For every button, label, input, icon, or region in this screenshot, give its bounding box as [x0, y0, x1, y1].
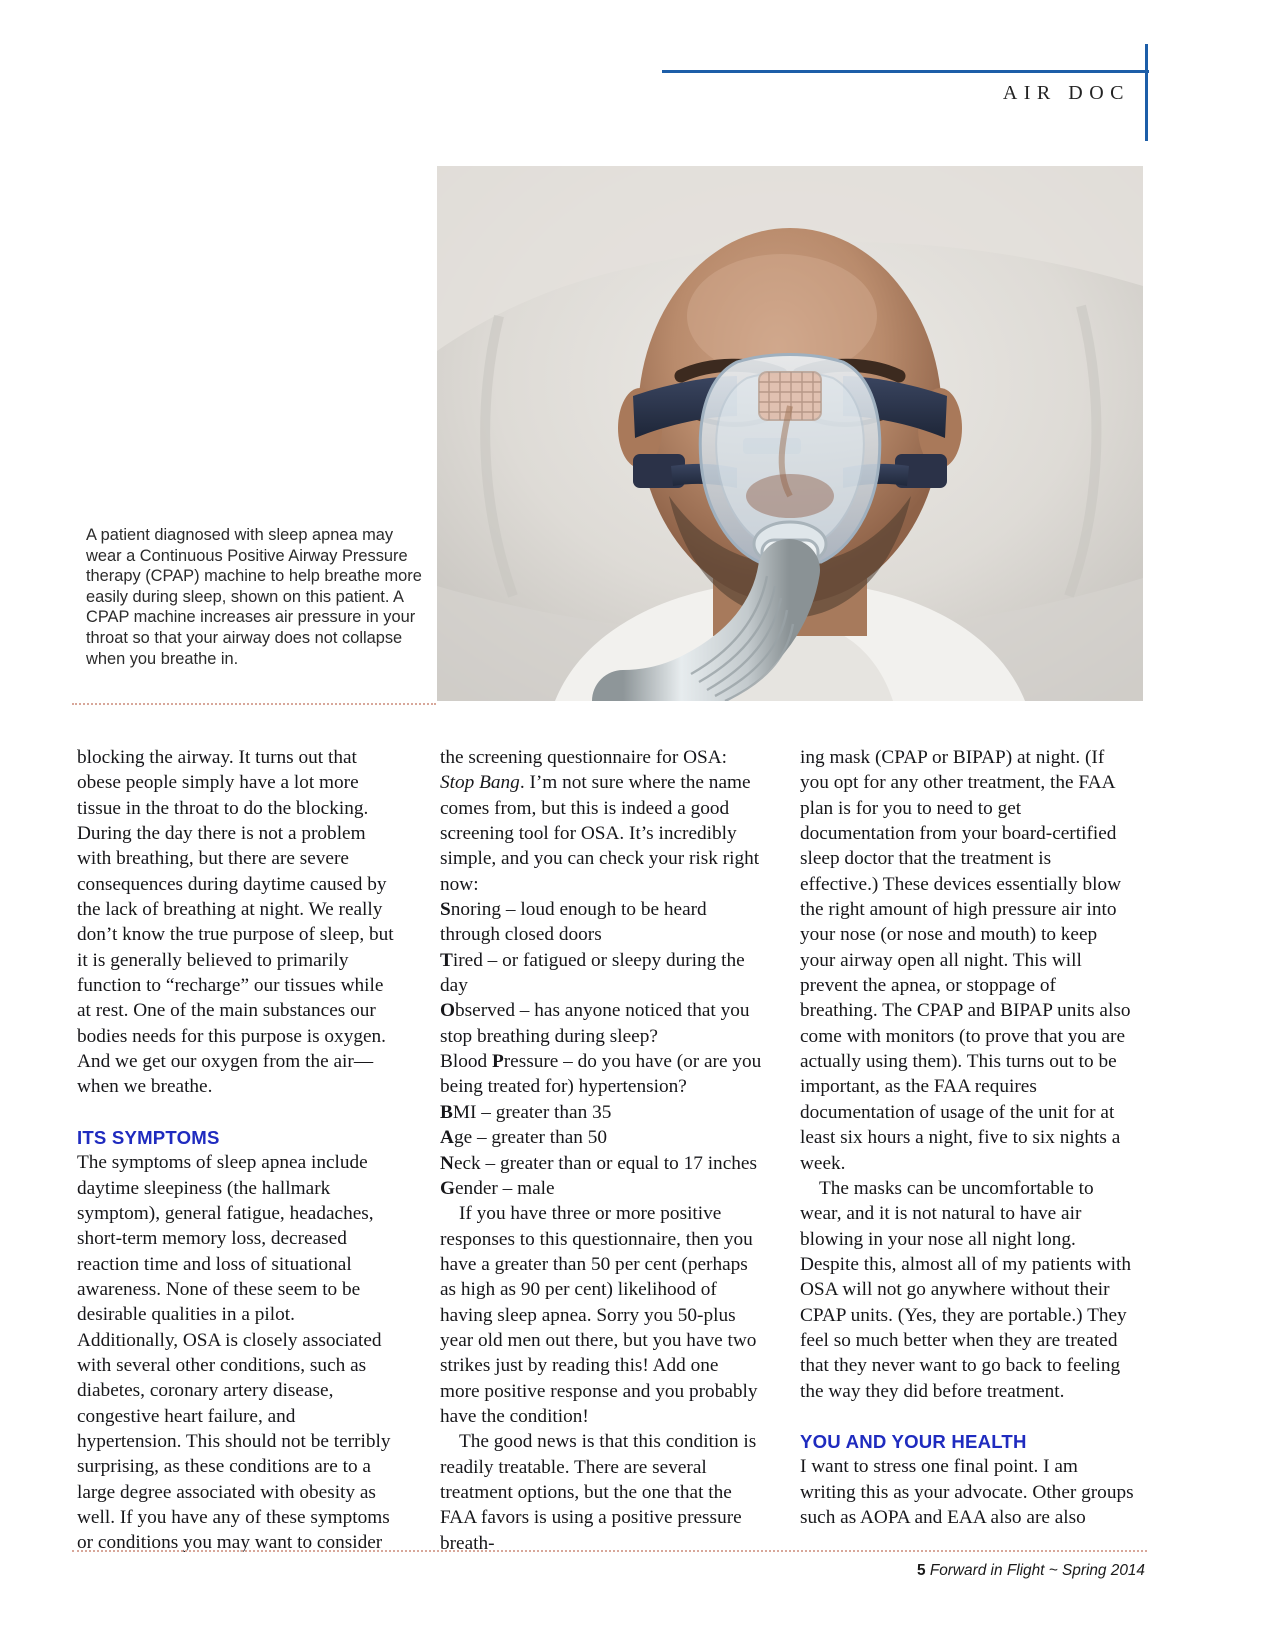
stop-bang-item-text: ressure – do you have (or are you being treated for) hypertension? — [440, 1051, 762, 1098]
stop-bang-item-prefix: Blood — [440, 1051, 492, 1073]
col1-paragraph-2: The symptoms of sleep apnea include daytime sleepiness (the hallmark symptom), general fatigue, headaches, short-term memory loss, decreased reaction time and loss of situational awareness. None of these seem to be desirable qualities in a pilot. Additionally, OSA is closely associated with several other conditions, such as diabetes, coronary artery disease, congestive heart failure, and hypertension. This should not be terribly surprising, as these conditions are to a large degree associated with obesity as well. If you have any of these symptoms or conditions you may want to consider — [77, 1152, 391, 1554]
stop-bang-questionnaire-list — [440, 897, 762, 1201]
stop-bang-item — [440, 1176, 762, 1201]
publication-line: Forward in Flight ~ Spring 2014 — [925, 1562, 1145, 1579]
masthead-horizontal-rule — [662, 70, 1149, 73]
stop-bang-item-initial: N — [440, 1152, 454, 1174]
stop-bang-item-initial: A — [440, 1127, 454, 1149]
page-number: 5 — [917, 1562, 926, 1579]
stop-bang-item — [440, 897, 762, 948]
stop-bang-item — [440, 998, 762, 1049]
col2-paragraph-3: The good news is that this condition is readily treatable. There are several treatment options, but the one that the FAA favors is using a positive pressure breath- — [440, 1431, 757, 1554]
col3-paragraph-3: I want to stress one final point. I am writing this as your advocate. Other groups such as AOPA and EAA also are also — [800, 1456, 1134, 1528]
section-heading-you-and-your-health: YOU AND YOUR HEALTH — [800, 1430, 1027, 1452]
stop-bang-item-text: ge – greater than 50 — [453, 1127, 608, 1149]
stop-bang-item-initial: S — [440, 899, 451, 921]
masthead-kicker: AIR DOC — [1002, 82, 1130, 104]
stop-bang-item-initial: T — [440, 949, 453, 971]
stop-bang-item — [440, 948, 762, 999]
section-heading-its-symptoms: ITS SYMPTOMS — [77, 1126, 220, 1148]
footer-divider — [72, 1550, 1147, 1552]
masthead-vertical-rule — [1145, 44, 1148, 141]
stop-bang-item-text: eck – greater than or equal to 17 inches — [453, 1152, 757, 1174]
col2-para1-pre: the screening questionnaire for OSA: — [440, 747, 727, 768]
col1-paragraph-1: blocking the airway. It turns out that obese people simply have a lot more tissue in the throat to do the blocking. During the day there is not a problem with breathing, but there are severe consequences during daytime caused by the lack of breathing at night. We really don’t know the true purpose of sleep, but it is generally believed to primarily function to “recharge” our tissues while at rest. One of the main substances our bodies needs for this purpose is oxygen. And we get our oxygen from the air—when we breathe. — [77, 747, 394, 1098]
stop-bang-title: Stop Bang — [440, 772, 520, 794]
stop-bang-item-initial: P — [491, 1051, 504, 1073]
stop-bang-item-initial: G — [440, 1177, 455, 1199]
stop-bang-item — [440, 1151, 762, 1176]
stop-bang-item-text: bserved – has anyone noticed that you stop breathing during sleep? — [440, 1000, 750, 1047]
article-column-1 — [77, 745, 399, 1556]
stop-bang-item-text: noring – loud enough to be heard through closed doors — [440, 899, 707, 946]
col2-para1-post: . I’m not sure where the name comes from, but this is indeed a good screening tool for OSA. It’s incredibly simple, and you can check your risk right now: — [440, 772, 760, 895]
caption-divider — [72, 703, 436, 705]
stop-bang-item — [440, 1125, 762, 1150]
col3-paragraph-2: The masks can be uncomfortable to wear, and it is not natural to have air blowing in your nose all night long. Despite this, almost all of my patients with OSA will not go anywhere without their CPAP units. (Yes, they are portable.) They feel so much better when they are treated that they never want to go back to feeling the way they did before treatment. — [800, 1177, 1131, 1402]
col2-paragraph-2: If you have three or more positive responses to this questionnaire, then you have a greater than 50 per cent (perhaps as high as 90 per cent) likelihood of having sleep apnea. Sorry you 50-plus year old men out there, but you have two strikes just by reading this! Add one more positive response and you probably have the condition! — [440, 1203, 758, 1427]
stop-bang-item-text: MI – greater than 35 — [452, 1101, 612, 1123]
article-column-2 — [440, 745, 762, 1556]
photo-caption: A patient diagnosed with sleep apnea may wear a Continuous Positive Airway Pressure therapy (CPAP) machine to help breathe more easily during sleep, shown on this patient. A CPAP machine increases air pressure in your throat so that your airway does not collapse when you breathe in. — [86, 526, 422, 668]
col2-paragraph-1 — [440, 745, 762, 897]
stop-bang-item-initial: O — [440, 1000, 455, 1022]
stop-bang-item-initial: B — [440, 1101, 453, 1123]
col3-paragraph-1: ing mask (CPAP or BIPAP) at night. (If you opt for any other treatment, the FAA plan is for you to need to get documentation from your board-certified sleep doctor that the treatment is effective.) These devices essentially blow the right amount of high pressure air into your nose (or nose and mouth) to keep your airway open all night. This will prevent the apnea, or stoppage of breathing. The CPAP and BIPAP units also come with monitors (to prove that you are actually using them). This turns out to be important, as the FAA requires documentation of usage of the unit for at least six hours a night, five to six nights a week. — [800, 747, 1131, 1174]
stop-bang-item-text: ender – male — [455, 1177, 555, 1199]
stop-bang-item — [440, 1049, 762, 1100]
article-column-3 — [800, 745, 1134, 1530]
page-masthead — [0, 0, 1275, 150]
photo-illustration — [437, 166, 1143, 701]
stop-bang-item-text: ired – or fatigued or sleepy during the day — [440, 949, 745, 997]
stop-bang-item — [440, 1100, 762, 1125]
patient-wearing-cpap-mask-photo — [437, 166, 1143, 701]
footer — [917, 1562, 1145, 1580]
